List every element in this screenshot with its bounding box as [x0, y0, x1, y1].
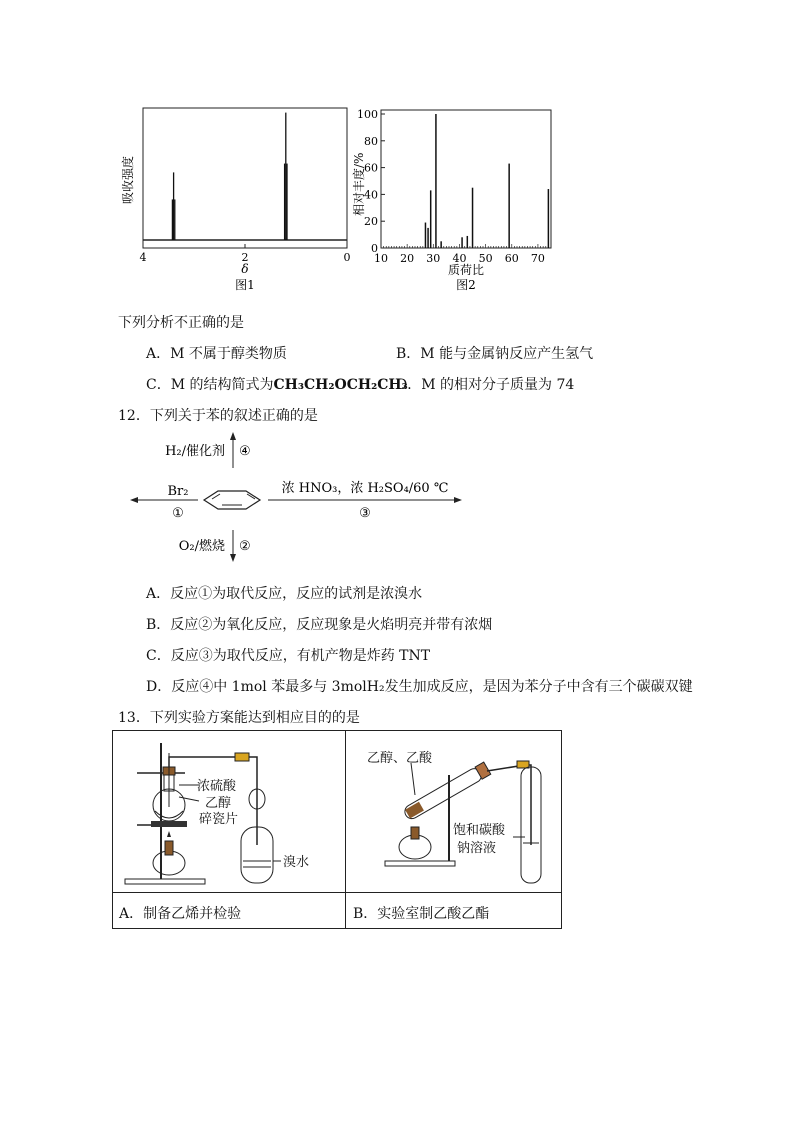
q13-option-a: A．制备乙烯并检验: [119, 906, 242, 922]
q11-option-a: A．M 不属于醇类物质: [146, 346, 287, 362]
fig2-ytick-label-4: 80: [364, 134, 378, 148]
figure-1-nmr: [110, 104, 360, 296]
fig2-bars: [425, 114, 548, 248]
q12-right-num: ③: [359, 506, 371, 521]
fig1-tick-0: 0: [343, 251, 351, 264]
fig2-xtick-label-3: 40: [452, 252, 467, 265]
fig2-xtick-label-5: 60: [504, 252, 519, 265]
fig2-ylabel: 相对丰度/%: [352, 152, 366, 216]
fig2-xtick-label-0: 10: [374, 252, 388, 265]
q13-table: [112, 730, 562, 929]
fig2-frame: [381, 110, 551, 248]
q12-bottom-num: ②: [239, 539, 251, 554]
fig2-axes: [357, 108, 548, 265]
q13-stem: 13．下列实验方案能达到相应目的的是: [118, 710, 360, 726]
fig2-ytick-label-3: 60: [364, 161, 378, 175]
q12-option-b: B．反应②为氧化反应，反应现象是火焰明亮并带有浓烟: [146, 617, 493, 633]
q13-option-b: B．实验室制乙酸乙酯: [353, 906, 490, 922]
q11-option-b: B．M 能与金属钠反应产生氢气: [396, 346, 594, 362]
fig2-xtick-label-2: 30: [426, 252, 441, 265]
fig2-xtick-label-1: 20: [400, 252, 415, 265]
label-sodium-solution: 钠溶液: [457, 841, 497, 856]
fig1-tick-2: 2: [241, 251, 249, 264]
figure-2-mass-spectrum: [345, 104, 560, 296]
fig2-ytick-label-2: 40: [364, 188, 378, 202]
fig2-ytick-label-5: 100: [357, 108, 378, 121]
q12-option-a: A．反应①为取代反应，反应的试剂是浓溴水: [146, 586, 423, 602]
label-conc-sulfuric: 浓硫酸: [197, 779, 237, 794]
label-porcelain: 碎瓷片: [199, 812, 239, 827]
fig1-caption: 图1: [235, 278, 255, 292]
fig1-tick-4: 4: [139, 251, 147, 264]
q12-top-num: ④: [239, 444, 251, 459]
label-ethanol-left: 乙醇: [205, 796, 232, 811]
fig2-caption: 图2: [456, 278, 476, 292]
q11-option-c: [146, 374, 408, 394]
label-sat-carbonate: 饱和碳酸: [453, 823, 506, 838]
q11-option-c-text: C．M 的结构简式为: [146, 377, 274, 393]
q11-option-d: D．M 的相对分子质量为 74: [396, 377, 575, 393]
q11-option-c-formula: CH₃CH₂OCH₂CH₃: [273, 377, 408, 393]
q12-left-num: ①: [172, 506, 184, 521]
benzene-ring-icon: [204, 491, 260, 509]
q12-right-reagent: 浓 HNO₃，浓 H₂SO₄/60 ℃: [281, 481, 449, 496]
q12-option-d: D．反应④中 1mol 苯最多与 3molH₂发生加成反应，是因为苯分子中含有三个碳碳双键: [146, 679, 693, 695]
fig2-xtick-label-6: 70: [530, 252, 545, 265]
label-bromine-water: 溴水: [283, 855, 310, 870]
q12-option-c: C．反应③为取代反应，有机产物是炸药 TNT: [146, 648, 431, 664]
fig2-ytick-label-1: 20: [364, 215, 378, 229]
fig1-ylabel: 吸收强度: [121, 155, 135, 204]
q12-stem: 12．下列关于苯的叙述正确的是: [118, 408, 318, 424]
label-ethanol-acetic: 乙醇、乙酸: [367, 751, 433, 766]
q12-left-reagent: Br₂: [167, 484, 189, 499]
fig2-ytick-label-0: 0: [371, 242, 378, 255]
fig2-xlabel: 质荷比: [447, 263, 485, 277]
benzene-reaction-scheme: [120, 428, 480, 568]
fig1-xlabel: δ: [241, 262, 249, 276]
fig2-xtick-label-4: 50: [478, 252, 493, 265]
q12-top-reagent: H₂/催化剂: [165, 444, 225, 459]
fig1-peaks: [172, 113, 287, 240]
q11-stem: 下列分析不正确的是: [118, 315, 244, 331]
q12-bottom-reagent: O₂/燃烧: [178, 539, 225, 554]
